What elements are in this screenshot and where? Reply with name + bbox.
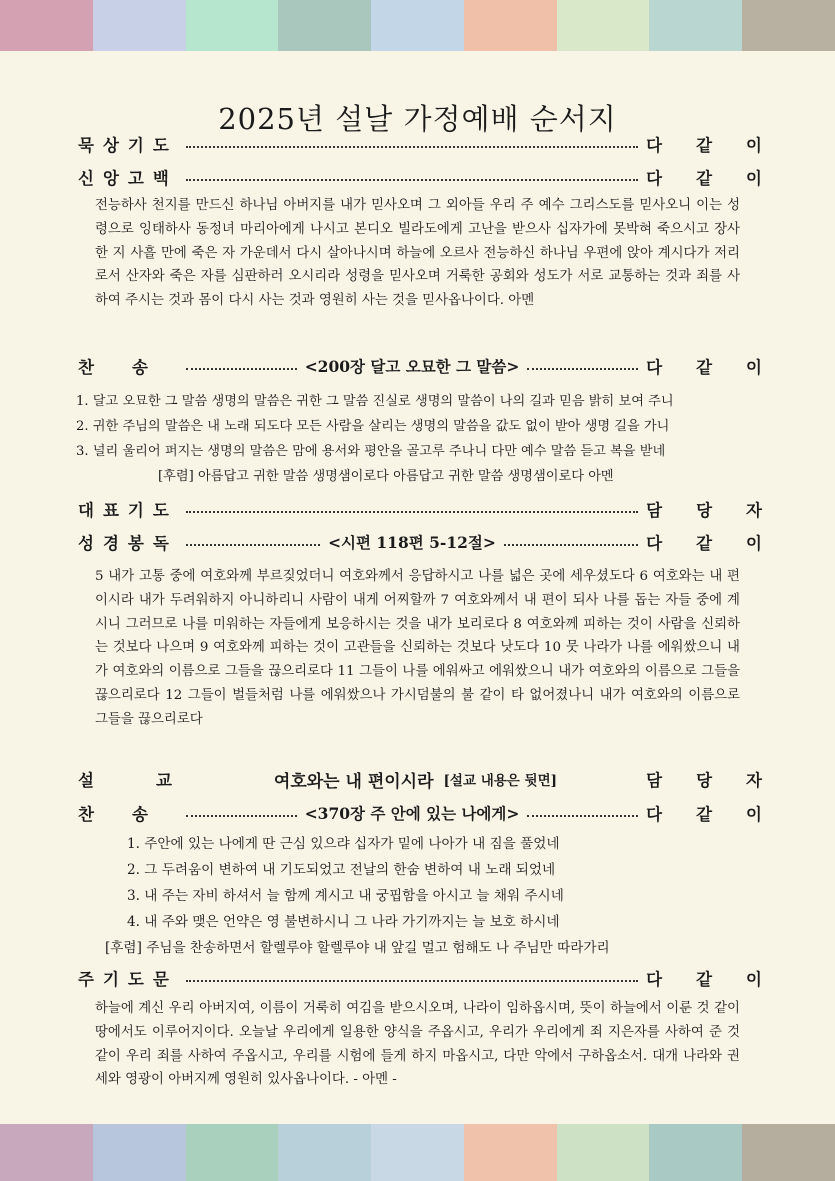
band-stripe <box>464 1124 557 1181</box>
band-stripe <box>464 0 557 51</box>
band-stripe <box>186 1124 279 1181</box>
dot-leader <box>186 815 297 817</box>
section-creed <box>78 165 796 189</box>
hymn-1-verses <box>76 389 674 489</box>
band-stripe <box>93 1124 186 1181</box>
section-sermon <box>78 767 796 792</box>
section-leader: 담당자 <box>646 771 796 790</box>
section-hymn-1 <box>78 354 796 378</box>
section-label: 신앙고백 <box>78 169 178 188</box>
section-label: 찬송 <box>78 805 186 824</box>
section-silent-prayer <box>78 132 796 156</box>
dot-leader <box>186 511 638 513</box>
scripture-text: 5 내가 고통 중에 여호와께 부르짖었더니 여호와께서 응답하시고 나를 넓은 곳에 세우셨도다 6 여호와는 내 편이시라 내가 두려워하지 아니하리니 사람이 내게 어찌할까 7 여호와께서 내 편이 되사 나를 돕는 자들 중에 계시니 그러므로 나를 미워하는 자들에게 보응하시는 것을 내가 보리로다 8 여호와께 피하는 것이 사람을 신뢰하는 것보다 나으며 9 여호와께 피하는 것이 고관들을 신뢰하는 것보다 낫도다 10 뭇 나라가 나를 에워쌌으니 내가 여호와의 이름으로 그들을 끊으리로다 11 그들이 나를 에워싸고 에워쌌으니 내가 여호와의 이름으로 그들을 끊으리로다 12 그들이 벌들처럼 나를 에워쌌으나 가시덤불의 불 같이 타 없어졌나니 내가 여호와의 이름으로 그들을 끊으리로다 <box>95 569 740 727</box>
hymn-verse: 2. 귀한 주님의 말씀은 내 노래 되도다 모든 사람을 살리는 생명의 말씀을 값도 없이 받아 생명 길을 가니 <box>76 419 670 434</box>
dot-leader <box>527 368 638 370</box>
section-hymn-2 <box>78 801 796 825</box>
section-label: 설교 <box>78 771 234 790</box>
band-stripe <box>186 0 279 51</box>
scripture-reference: <시편 118편 5-12절> <box>328 533 496 552</box>
hymn-2-verses <box>105 831 610 961</box>
page-title: 2025년 설날 가정예배 순서지 <box>218 102 617 137</box>
sermon-note: [설교 내용은 뒷면] <box>443 773 557 789</box>
section-leader: 다같이 <box>646 136 796 155</box>
section-label: 주기도문 <box>78 970 178 989</box>
band-stripe <box>557 0 650 51</box>
band-stripe <box>0 1124 93 1181</box>
hymn-verse: 1. 달고 오묘한 그 말씀 생명의 말씀은 귀한 그 말씀 진실로 생명의 말씀이 나의 길과 믿음 밝히 보여 주니 <box>76 394 674 409</box>
dot-leader <box>504 544 638 546</box>
section-label: 묵상기도 <box>78 136 178 155</box>
dot-leader <box>186 368 297 370</box>
top-color-band <box>0 0 835 51</box>
section-leader: 다같이 <box>646 358 796 377</box>
hymn-verse: 2. 그 두려움이 변하여 내 기도되었고 전날의 한숨 변하여 내 노래 되었네 <box>127 862 556 878</box>
bottom-color-band <box>0 1124 835 1181</box>
dot-leader <box>186 544 320 546</box>
hymn-refrain: [후렴] 주님을 찬송하면서 할렐루야 할렐루야 내 앞길 멀고 험해도 나 주님만 따라가리 <box>105 940 610 956</box>
hymn-verse: 4. 내 주와 맺은 언약은 영 불변하시니 그 나라 가기까지는 늘 보호 하시네 <box>127 914 560 930</box>
section-label: 대표기도 <box>78 501 178 520</box>
band-stripe <box>371 1124 464 1181</box>
band-stripe <box>0 0 93 51</box>
section-representative-prayer <box>78 497 796 521</box>
band-stripe <box>649 0 742 51</box>
section-leader: 다같이 <box>646 805 796 824</box>
band-stripe <box>93 0 186 51</box>
hymn-refrain: [후렴] 아름답고 귀한 말씀 생명샘이로다 아름답고 귀한 말씀 생명샘이로다 아멘 <box>158 469 614 484</box>
section-leader: 다같이 <box>646 970 796 989</box>
band-stripe <box>278 1124 371 1181</box>
section-leader: 다같이 <box>646 169 796 188</box>
section-leader: 담당자 <box>646 501 796 520</box>
hymn-verse: 3. 널리 울리어 퍼지는 생명의 말씀은 맘에 용서와 평안을 골고루 주나니 다만 예수 말씀 듣고 복을 받네 <box>76 444 666 459</box>
band-stripe <box>371 0 464 51</box>
section-lords-prayer <box>78 966 796 990</box>
lords-prayer-text: 하늘에 계신 우리 아버지여, 이름이 거룩히 여김을 받으시오며, 나라이 임하옵시며, 뜻이 하늘에서 이룬 것 같이 땅에서도 이루어지이다. 오늘날 우리에게 일용한 양식을 주옵시고, 우리가 우리에게 죄 지은자를 사하여 준 것 같이 우리 죄를 사하여 주옵시고, 우리를 시험에 들게 하지 마옵시고, 다만 악에서 구하옵소서. 대개 나라와 권세와 영광이 아버지께 영원히 있사옵나이다. - 아멘 - <box>95 1001 740 1088</box>
hymn-verse: 1. 주안에 있는 나에게 딴 근심 있으랴 십자가 밑에 나아가 내 짐을 풀었네 <box>127 836 560 852</box>
dot-leader <box>527 815 638 817</box>
band-stripe <box>557 1124 650 1181</box>
dot-leader <box>186 980 638 982</box>
dot-leader <box>186 179 638 181</box>
band-stripe <box>278 0 371 51</box>
hymn-title: <200장 달고 오묘한 그 말씀> <box>304 357 520 376</box>
section-leader: 다같이 <box>646 534 796 553</box>
creed-text: 전능하사 천지를 만드신 하나님 아버지를 내가 믿사오며 그 외아들 우리 주 예수 그리스도를 믿사오니 이는 성령으로 잉태하사 동정녀 마리아에게 나시고 본디오 빌라도에게 고난을 받으사 십자가에 못박혀 죽으시고 장사한 지 사흘 만에 죽은 자 가운데서 다시 살아나시며 하늘에 오르사 전능하신 하나님 우편에 앉아 계시다가 저리로서 산자와 죽은 자를 심판하러 오시리라 성령을 믿사오며 거룩한 공회와 성도가 서로 교통하는 것과 죄를 사하여 주시는 것과 몸이 다시 사는 것과 영원히 사는 것을 믿사옵나이다. 아멘 <box>95 198 740 309</box>
section-scripture <box>78 530 796 554</box>
section-label: 찬송 <box>78 358 186 377</box>
hymn-verse: 3. 내 주는 자비 하셔서 늘 함께 계시고 내 궁핍함을 아시고 늘 채워 주시네 <box>127 888 564 904</box>
hymn-title: <370장 주 안에 있는 나에게> <box>304 804 520 823</box>
band-stripe <box>742 0 835 51</box>
section-label: 성경봉독 <box>78 534 178 553</box>
band-stripe <box>649 1124 742 1181</box>
sermon-title: 여호와는 내 편이시라 <box>273 771 434 792</box>
dot-leader <box>186 146 638 148</box>
band-stripe <box>742 1124 835 1181</box>
